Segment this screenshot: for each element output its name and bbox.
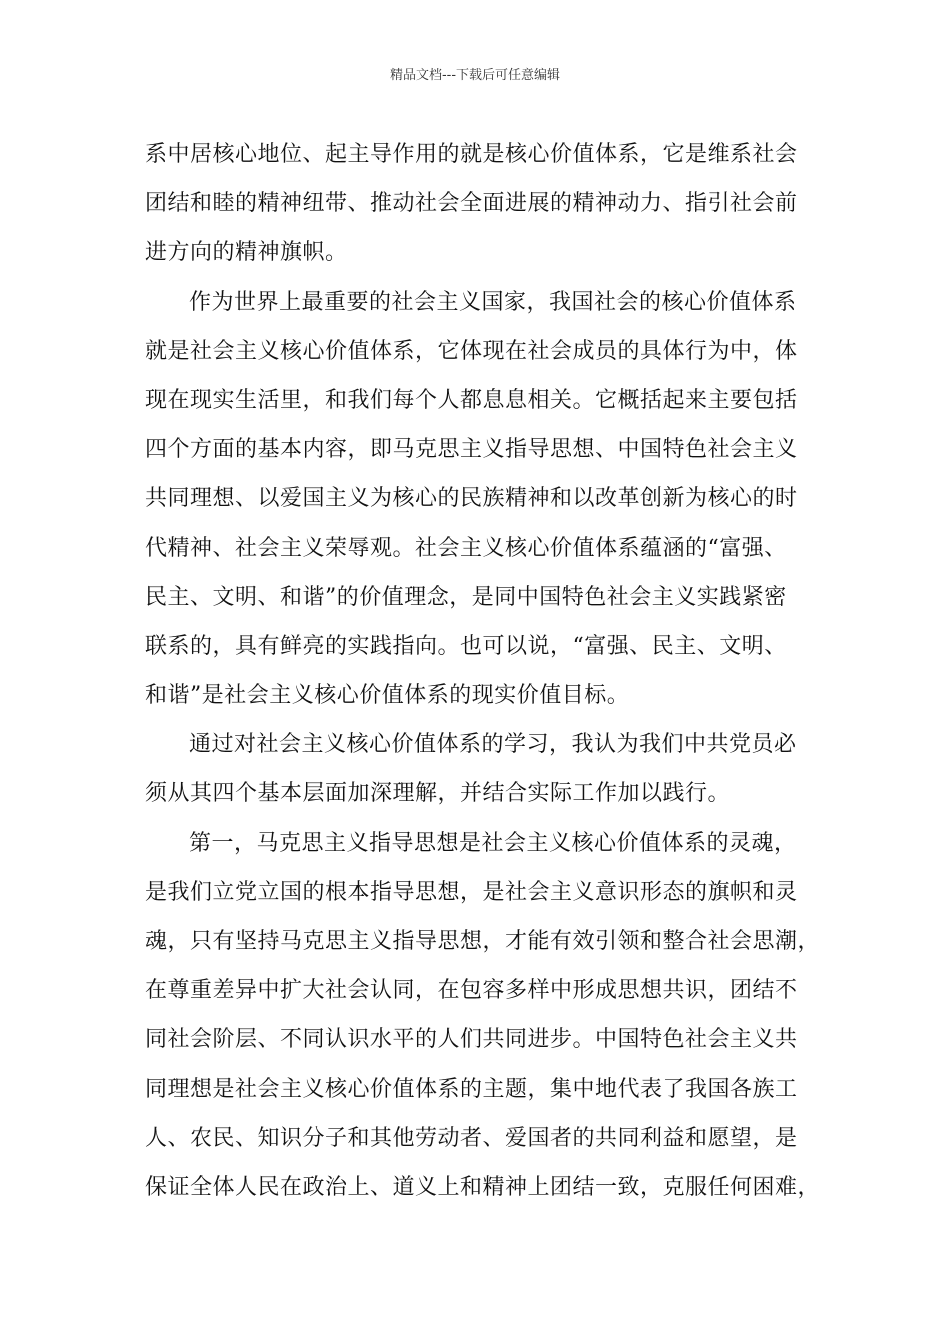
text-line: 同社会阶层、不同认识水平的人们共同进步。中国特色社会主义共 <box>145 1027 798 1053</box>
text-line: 就是社会主义核心价值体系，它体现在社会成员的具体行为中，体 <box>145 338 798 364</box>
text-line: 在尊重差异中扩大社会认同，在包容多样中形成思想共识，团结不 <box>145 978 798 1004</box>
text-line: 保证全体人民在政治上、道义上和精神上团结一致，克服任何困难， <box>145 1174 821 1200</box>
text-line: 系中居核心地位、起主导作用的就是核心价值体系，它是维系社会 <box>145 142 798 167</box>
text-line: 同理想是社会主义核心价值体系的主题，集中地代表了我国各族工 <box>145 1076 798 1102</box>
text-line: 是我们立党立国的根本指导思想，是社会主义意识形态的旗帜和灵 <box>145 879 798 905</box>
text-line: 魂，只有坚持马克思主义指导思想，才能有效引领和整合社会思潮， <box>145 929 821 954</box>
text-line: 作为世界上最重要的社会主义国家，我国社会的核心价值体系 <box>189 289 797 315</box>
text-line: 共同理想、以爱国主义为核心的民族精神和以改革创新为核心的时 <box>145 486 798 512</box>
text-line: 四个方面的基本内容，即马克思主义指导思想、中国特色社会主义 <box>145 437 798 463</box>
text-line: 第一，马克思主义指导思想是社会主义核心价值体系的灵魂， <box>189 830 797 856</box>
text-line: 联系的，具有鲜亮的实践指向。也可以说，“富强、民主、文明、 <box>145 633 787 659</box>
page-header: 精品文档---下载后可任意编辑 <box>389 68 561 83</box>
text-line: 代精神、社会主义荣辱观。社会主义核心价值体系蕴涵的“富强、 <box>145 535 787 561</box>
text-line: 和谐”是社会主义核心价值体系的现实价值目标。 <box>145 683 630 709</box>
text-line: 须从其四个基本层面加深理解，并结合实际工作加以践行。 <box>145 781 731 807</box>
text-line: 进方向的精神旗帜。 <box>145 240 348 266</box>
text-line: 现在现实生活里，和我们每个人都息息相关。它概括起来主要包括 <box>145 387 798 413</box>
text-line: 通过对社会主义核心价值体系的学习，我认为我们中共党员必 <box>189 732 797 758</box>
text-line: 民主、文明、和谐”的价值理念，是同中国特色社会主义实践紧密 <box>145 584 787 610</box>
text-line: 人、农民、知识分子和其他劳动者、爱国者的共同利益和愿望，是 <box>145 1125 798 1151</box>
text-line: 团结和睦的精神纽带、推动社会全面进展的精神动力、指引社会前 <box>145 191 798 217</box>
body-text <box>145 130 835 1212</box>
